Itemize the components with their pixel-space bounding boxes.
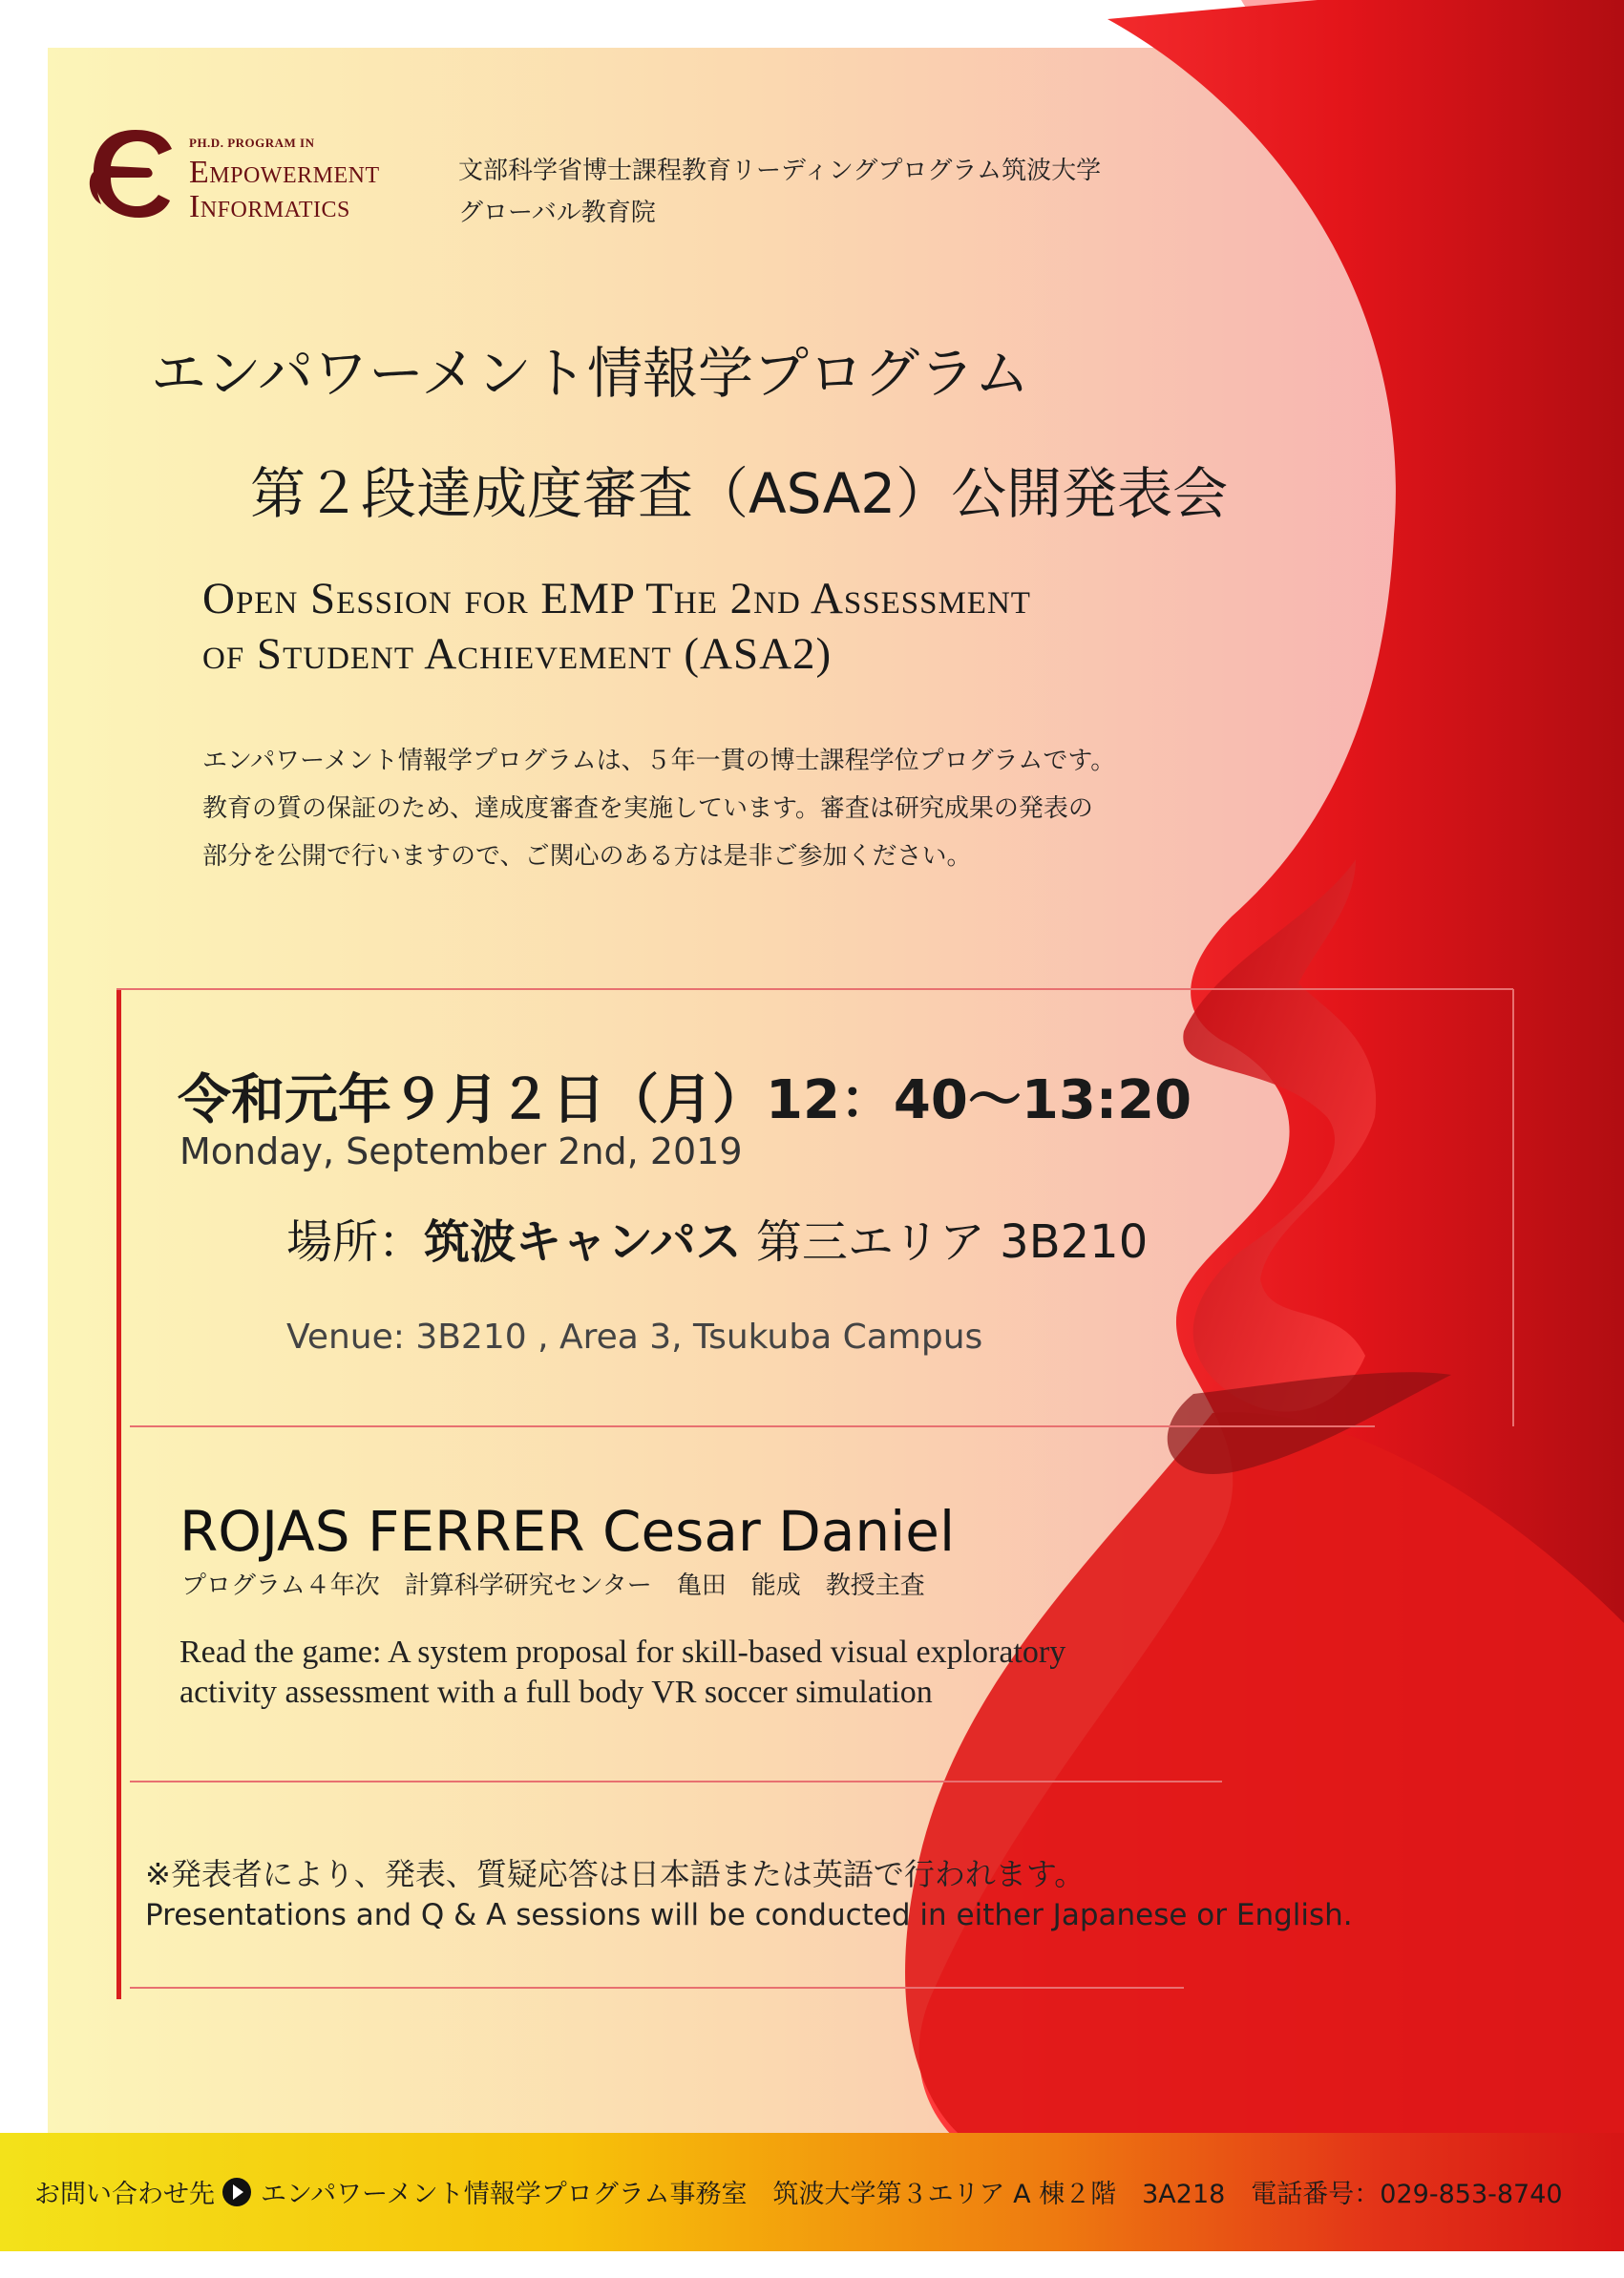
presenter-affiliation: プログラム４年次 計算科学研究センター 亀田 能成 教授主査 <box>181 1571 925 1600</box>
play-circle-icon <box>222 2178 251 2206</box>
presenter-name: ROJAS FERRER Cesar Daniel <box>179 1499 956 1564</box>
org-line-2: グローバル教育院 <box>458 199 656 227</box>
presentation-title-line-1: Read the game: A system proposal for skill-based visual exploratory <box>179 1635 1066 1670</box>
intro-line-1: エンパワーメント情報学プログラムは、５年一貫の博士課程学位プログラムです。 <box>202 747 1116 775</box>
section-accent-bar <box>116 989 121 1999</box>
event-venue-en: Venue: 3B210 , Area 3, Tsukuba Campus <box>286 1318 983 1357</box>
logo-line-2: Informatics <box>189 189 350 224</box>
logo-line-1: Empowerment <box>189 155 380 190</box>
title-jp-line-2: 第２段達成度審査（ASA2）公開発表会 <box>250 461 1229 526</box>
language-note-en: Presentations and Q & A sessions will be conducted in either Japanese or English. <box>145 1898 1353 1932</box>
program-logo <box>86 122 411 237</box>
contact-label: お問い合わせ先 <box>34 2180 215 2209</box>
contact-details: エンパワーメント情報学プログラム事務室 筑波大学第３エリア A 棟２階 3A218 電話番号：029-853-8740 <box>261 2180 1563 2209</box>
org-line-1: 文部科学省博士課程教育リーディングプログラム筑波大学 <box>458 157 1102 185</box>
language-note-jp: ※発表者により、発表、質疑応答は日本語または英語で行われます。 <box>145 1856 1086 1892</box>
contact-footer <box>0 2133 1624 2251</box>
title-en-line-2: of Student Achievement (ASA2) <box>202 629 833 679</box>
intro-line-3: 部分を公開で行いますので、ご関心のある方は是非ご参加ください。 <box>202 842 972 871</box>
venue-room: 第三エリア 3B210 <box>741 1215 1149 1269</box>
intro-line-2: 教育の質の保証のため、達成度審査を実施しています。審査は研究成果の発表の <box>202 794 1093 823</box>
empowerment-logo-icon <box>86 122 178 227</box>
logo-small-text: PH.D. PROGRAM IN <box>189 136 315 150</box>
event-date-en: Monday, September 2nd, 2019 <box>179 1130 743 1172</box>
title-jp-line-1: エンパワーメント情報学プログラム <box>151 341 1030 406</box>
footer-text <box>34 2173 1563 2210</box>
venue-label: 場所： <box>286 1215 425 1269</box>
presentation-title-line-2: activity assessment with a full body VR soccer simulation <box>179 1675 933 1710</box>
venue-campus: 筑波キャンパス <box>424 1215 742 1269</box>
event-venue-jp <box>286 1205 1148 1271</box>
event-date-jp: 令和元年９月２日（月）12：40～13:20 <box>178 1069 1192 1131</box>
title-en-line-1: Open Session for EMP The 2nd Assessment <box>202 574 1031 623</box>
